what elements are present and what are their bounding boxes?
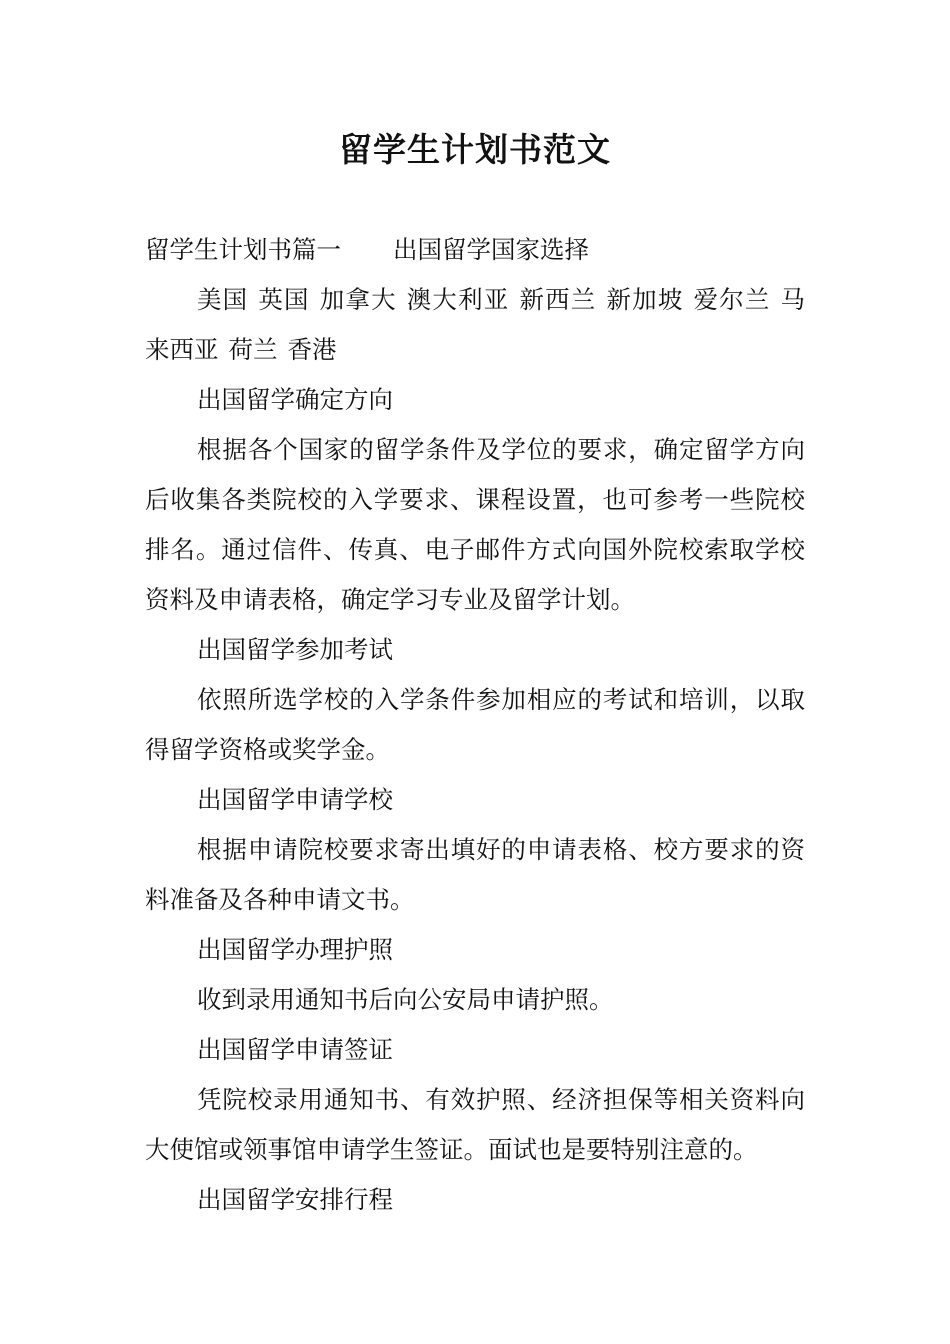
paragraph-heading: 出国留学确定方向 <box>197 385 393 414</box>
paragraph-heading: 出国留学办理护照 <box>197 935 393 964</box>
section-heading-right: 出国留学国家选择 <box>393 235 589 264</box>
paragraph-heading: 出国留学参加考试 <box>197 635 393 664</box>
country-item: 澳大利亚 <box>406 285 510 314</box>
section-heading-left: 留学生计划书篇一 <box>145 235 341 264</box>
paragraph: 收到录用通知书后向公安局申请护照。 <box>197 985 614 1014</box>
paragraph: 根据各个国家的留学条件及学位的要求，确定留学方向后收集各类院校的入学要求、课程设置，也可参考一些院校排名。通过信件、传真、电子邮件方式向国外院校索取学校资料及申请表格，确定学习专业及留学计划。 <box>145 435 805 614</box>
paragraph-heading: 出国留学申请签证 <box>197 1035 393 1064</box>
country-item: 加拿大 <box>319 285 397 314</box>
country-item: 爱尔兰 <box>693 285 771 314</box>
document-body <box>145 225 805 1225</box>
paragraph: 依照所选学校的入学条件参加相应的考试和培训，以取得留学资格或奖学金。 <box>145 685 805 764</box>
country-item: 美国 <box>197 285 249 314</box>
country-item: 新加坡 <box>606 285 684 314</box>
country-item: 新西兰 <box>519 285 597 314</box>
country-item: 香港 <box>287 335 337 364</box>
document-title: 留学生计划书范文 <box>339 130 611 169</box>
country-item: 英国 <box>258 285 310 314</box>
section-heading <box>145 225 805 275</box>
paragraph-heading: 出国留学安排行程 <box>197 1185 393 1214</box>
country-item: 荷兰 <box>228 335 278 364</box>
paragraph: 凭院校录用通知书、有效护照、经济担保等相关资料向大使馆或领事馆申请学生签证。面试也是要特别注意的。 <box>145 1085 805 1164</box>
country-item: 马来西亚 <box>145 285 806 364</box>
paragraph-heading: 出国留学申请学校 <box>197 785 393 814</box>
country-list <box>145 275 805 375</box>
paragraph: 根据申请院校要求寄出填好的申请表格、校方要求的资料准备及各种申请文书。 <box>145 835 805 914</box>
